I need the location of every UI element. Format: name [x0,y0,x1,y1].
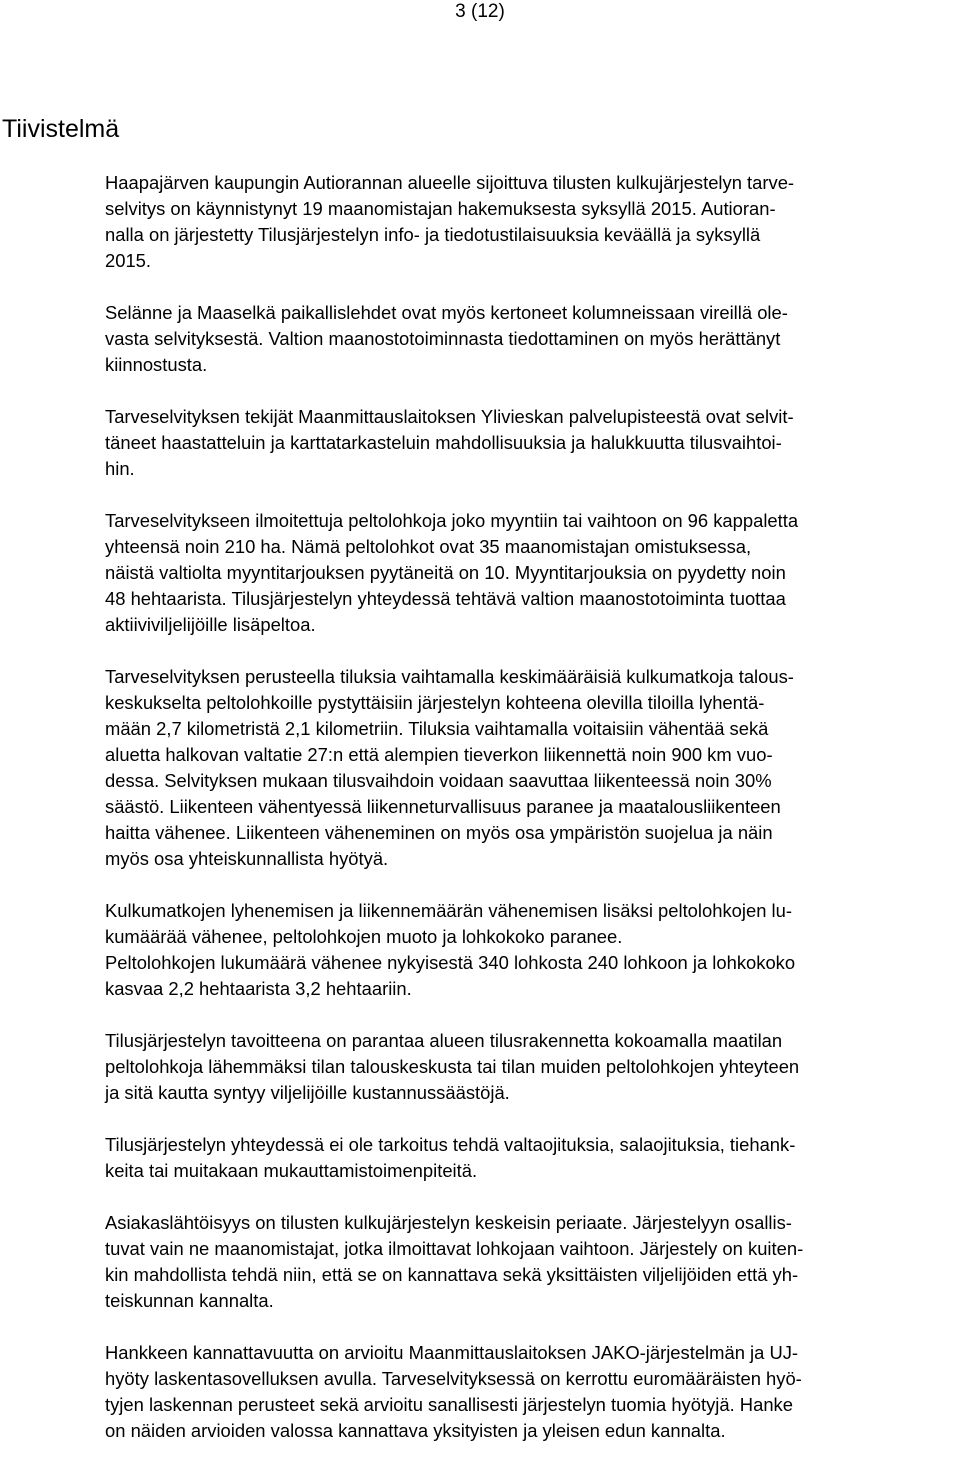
paragraph-line: tyjen laskennan perusteet sekä arvioitu sanallisesti järjestelyn tuomia hyötyjä. Hanke [105,1394,793,1415]
paragraph-line: Kulkumatkojen lyhenemisen ja liikennemäärän vähenemisen lisäksi peltolohkojen lu- [105,900,792,921]
paragraph-line: mään 2,7 kilometristä 2,1 kilometriin. Tiluksia vaihtamalla voitaisiin vähentää sekä [105,718,769,739]
paragraph-line: vasta selvityksestä. Valtion maanostotoiminnasta tiedottaminen on myös herättänyt [105,328,781,349]
section-heading: Tiivistelmä [2,115,120,143]
paragraph [105,300,955,378]
document-body [105,170,955,1470]
paragraph-line: säästö. Liikenteen vähentyessä liikenneturvallisuus paranee ja maatalousliikenteen [105,796,781,817]
paragraph [105,664,955,872]
paragraph-line: ja sitä kautta syntyy viljelijöille kustannussäästöjä. [105,1082,510,1103]
paragraph [105,508,955,638]
paragraph-line: kumäärää vähenee, peltolohkojen muoto ja lohkokoko paranee. [105,926,623,947]
paragraph-line: Tilusjärjestelyn tavoitteena on parantaa alueen tilusrakennetta kokoamalla maatilan [105,1030,783,1051]
paragraph-line: kiinnostusta. [105,354,208,375]
paragraph-line: näistä valtiolta myyntitarjouksen pyytäneitä on 10. Myyntitarjouksia on pyydetty noin [105,562,786,583]
paragraph-line: selvitys on käynnistynyt 19 maanomistajan hakemuksesta syksyllä 2015. Autioran- [105,198,776,219]
paragraph-line: Hankkeen kannattavuutta on arvioitu Maanmittauslaitoksen JAKO-järjestelmän ja UJ- [105,1342,799,1363]
paragraph-line: 48 hehtaarista. Tilusjärjestelyn yhteydessä tehtävä valtion maanostotoiminta tuottaa [105,588,786,609]
paragraph-line: hyöty laskentasovelluksen avulla. Tarveselvityksessä on kerrottu euromääräisten hyö- [105,1368,802,1389]
paragraph-line: kin mahdollista tehdä niin, että se on kannattava sekä yksittäisten viljelijöiden että yh- [105,1264,799,1285]
paragraph-line: on näiden arvioiden valossa kannattava yksityisten ja yleisen edun kannalta. [105,1420,726,1441]
paragraph-line: Asiakaslähtöisyys on tilusten kulkujärjestelyn keskeisin periaate. Järjestelyyn osallis- [105,1212,792,1233]
paragraph-line: täneet haastatteluin ja karttatarkasteluin mahdollisuuksia ja halukkuutta tilusvaihtoi- [105,432,782,453]
paragraph-line: Tarveselvityksen tekijät Maanmittauslaitoksen Ylivieskan palvelupisteestä ovat selvit- [105,406,794,427]
paragraph [105,898,955,1002]
paragraph [105,1132,955,1184]
page-number: 3 (12) [455,1,505,22]
paragraph [105,170,955,274]
paragraph-line: Tilusjärjestelyn yhteydessä ei ole tarkoitus tehdä valtaojituksia, salaojituksia, tiehank- [105,1134,796,1155]
paragraph-line: keita tai muitakaan mukauttamistoimenpiteitä. [105,1160,478,1181]
paragraph [105,1340,955,1444]
paragraph [105,1028,955,1106]
paragraph [105,1210,955,1314]
paragraph-line: nalla on järjestetty Tilusjärjestelyn info- ja tiedotustilaisuuksia keväällä ja syksyllä [105,224,761,245]
paragraph-line: Selänne ja Maaselkä paikallislehdet ovat myös kertoneet kolumneissaan vireillä ole- [105,302,788,323]
paragraph-line: myös osa yhteiskunnallista hyötyä. [105,848,389,869]
paragraph-line: peltolohkoja lähemmäksi tilan talouskeskusta tai tilan muiden peltolohkojen yhteyteen [105,1056,800,1077]
paragraph-line: dessa. Selvityksen mukaan tilusvaihdoin voidaan saavuttaa liikenteessä noin 30% [105,770,772,791]
paragraph-line: aktiiviviljelijöille lisäpeltoa. [105,614,316,635]
paragraph [105,404,955,482]
paragraph-line: aluetta halkovan valtatie 27:n että alempien tieverkon liikennettä noin 900 km vuo- [105,744,773,765]
paragraph-line: yhteensä noin 210 ha. Nämä peltolohkot ovat 35 maanomistajan omistuksessa, [105,536,752,557]
paragraph-line: Tarveselvitykseen ilmoitettuja peltolohkoja joko myyntiin tai vaihtoon on 96 kappaletta [105,510,799,531]
paragraph-line: hin. [105,458,135,479]
paragraph-line: Tarveselvityksen perusteella tiluksia vaihtamalla keskimääräisiä kulkumatkoja talous- [105,666,794,687]
paragraph-line: keskukselta peltolohkoille pystyttäisiin järjestelyn kohteena olevilla tiloilla lyhentä- [105,692,765,713]
paragraph-line: tuvat vain ne maanomistajat, jotka ilmoittavat lohkojaan vaihtoon. Järjestely on kuiten- [105,1238,804,1259]
paragraph-line: 2015. [105,250,152,271]
paragraph-line: Haapajärven kaupungin Autiorannan alueelle sijoittuva tilusten kulkujärjestelyn tarve- [105,172,795,193]
paragraph-line: kasvaa 2,2 hehtaarista 3,2 hehtaariin. [105,978,412,999]
paragraph-line: Peltolohkojen lukumäärä vähenee nykyisestä 340 lohkosta 240 lohkoon ja lohkokoko [105,952,796,973]
paragraph-line: teiskunnan kannalta. [105,1290,274,1311]
paragraph-line: haitta vähenee. Liikenteen väheneminen on myös osa ympäristön suojelua ja näin [105,822,773,843]
